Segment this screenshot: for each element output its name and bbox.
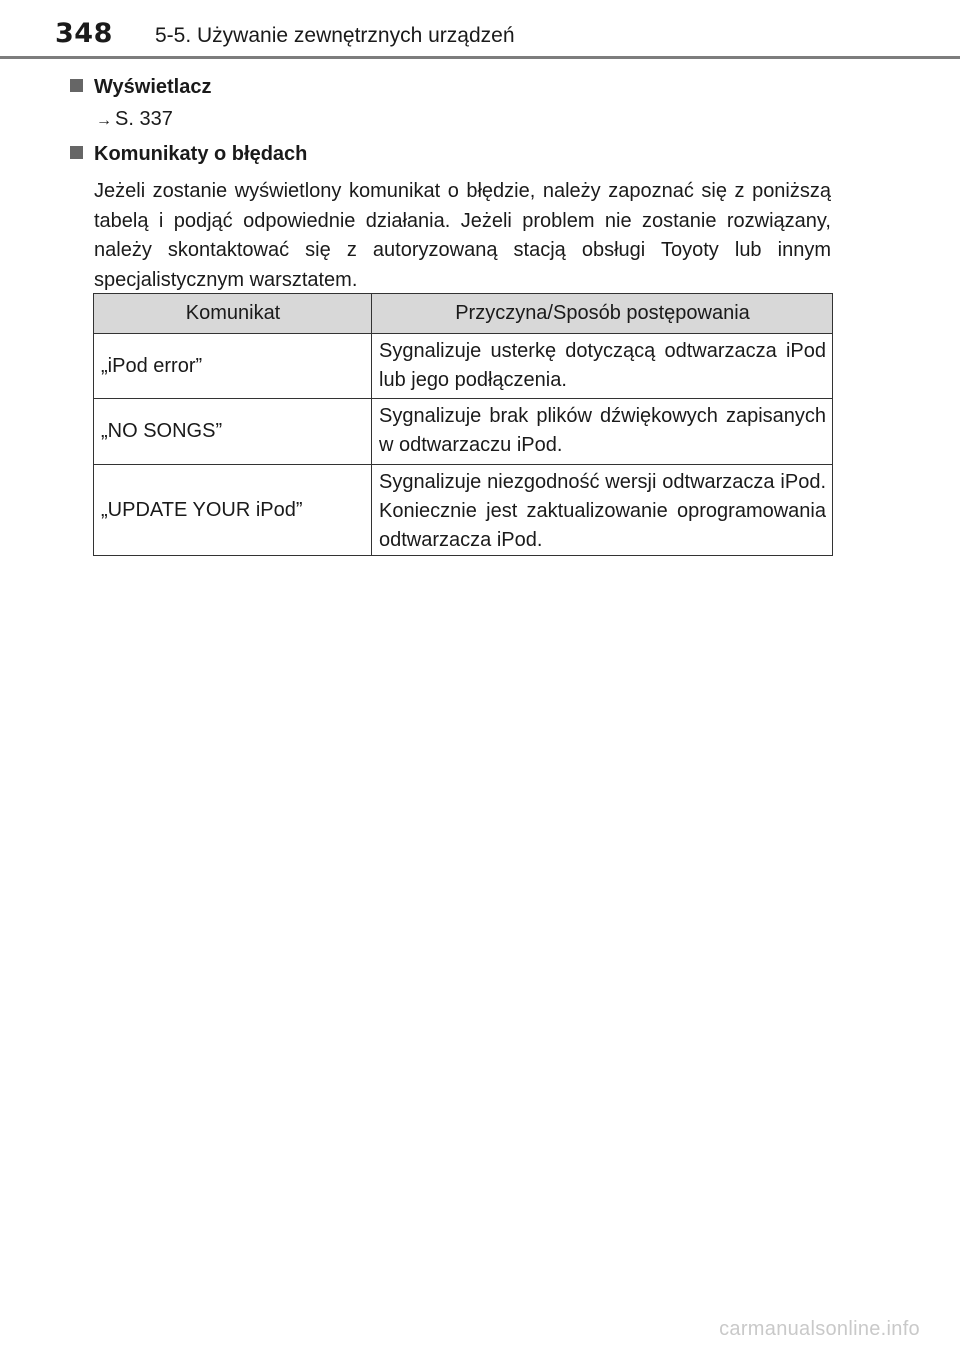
- arrow-right-icon: →: [96, 112, 112, 129]
- page-reference: [96, 108, 173, 131]
- message-cell: „NO SONGS”: [94, 399, 372, 465]
- square-bullet-icon: [70, 79, 83, 92]
- header-divider: [0, 56, 960, 59]
- page-number: 348: [55, 18, 113, 49]
- square-bullet-icon: [70, 146, 83, 159]
- cause-cell: [372, 465, 833, 556]
- error-messages-table: [93, 293, 833, 556]
- section-display-title: Wyświetlacz: [94, 76, 212, 98]
- table-row: [94, 334, 833, 399]
- column-header-message: Komunikat: [94, 294, 372, 334]
- section-errors-title: Komunikaty o błędach: [94, 143, 308, 165]
- cause-cell: [372, 334, 833, 399]
- watermark: carmanualsonline.info: [719, 1318, 920, 1340]
- section-display-heading: [70, 75, 211, 99]
- cause-cell: [372, 399, 833, 465]
- table-row: [94, 399, 833, 465]
- table-row: [94, 465, 833, 556]
- cause-text: Sygnalizuje usterkę dotyczącą odtwarzacza iPod lub jego podłączenia.: [379, 340, 826, 391]
- chapter-title: 5-5. Używanie zewnętrznych urządzeń: [155, 24, 515, 47]
- message-cell: „UPDATE YOUR iPod”: [94, 465, 372, 556]
- cause-text: Sygnalizuje niezgodność wersji odtwarzacza iPod. Koniecznie jest zaktualizowanie oprogramowania odtwarzacza iPod.: [379, 471, 826, 551]
- column-header-cause: Przyczyna/Sposób postępowania: [372, 294, 833, 334]
- table-header-row: [94, 294, 833, 334]
- section-errors-heading: [70, 142, 307, 166]
- message-cell: „iPod error”: [94, 334, 372, 399]
- cause-text: Sygnalizuje brak plików dźwiękowych zapisanych w odtwarzaczu iPod.: [379, 405, 826, 456]
- page-header: [0, 0, 960, 60]
- page-reference-link[interactable]: S. 337: [115, 108, 173, 130]
- errors-paragraph: Jeżeli zostanie wyświetlony komunikat o błędzie, należy zapoznać się z poniższą tabelą i podjąć odpowiednie działania. Jeżeli problem nie zostanie rozwiązany, należy skontaktować się z autoryzowaną stacją obsługi Toyoty lub innym specjalistycznym warsztatem.: [94, 180, 831, 291]
